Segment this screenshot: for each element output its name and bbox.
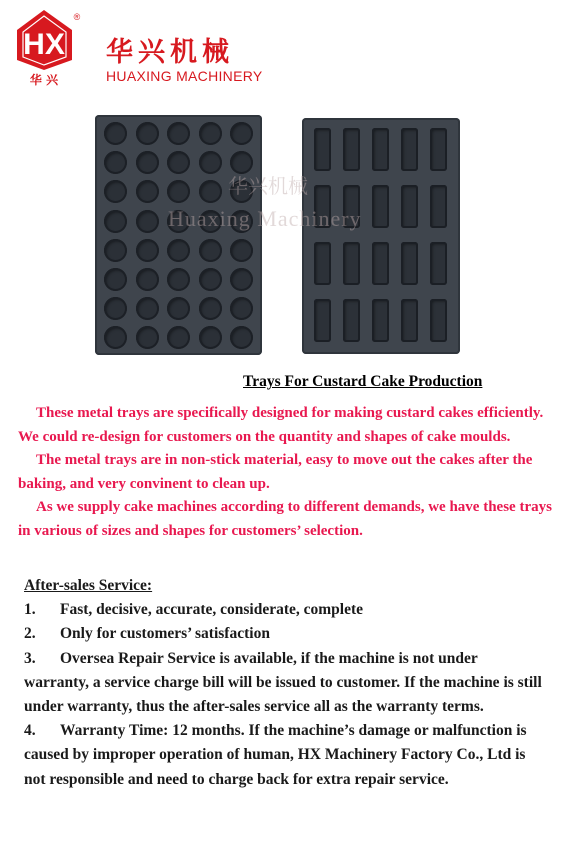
round-cavity <box>104 268 127 291</box>
logo-registered-mark: ® <box>73 12 81 22</box>
round-cavity <box>136 151 159 174</box>
round-cavity <box>199 151 222 174</box>
round-cavity <box>199 297 222 320</box>
list-item-number: 3. <box>24 649 36 667</box>
round-cavity <box>230 268 253 291</box>
watermark-cn: 华兴机械 <box>228 174 308 198</box>
round-cavity <box>136 122 159 145</box>
round-cavity <box>167 239 190 262</box>
product-title: Trays For Custard Cake Production <box>243 373 483 390</box>
round-cavity <box>230 297 253 320</box>
round-cavity <box>199 268 222 291</box>
rectangular-cavity <box>401 185 418 228</box>
round-cavity <box>167 268 190 291</box>
round-cavity <box>167 297 190 320</box>
round-cavity <box>167 122 190 145</box>
rectangular-cavity <box>430 299 447 342</box>
rectangular-cavity <box>430 185 447 228</box>
list-item-number: 1. <box>24 601 36 619</box>
round-cavity <box>136 239 159 262</box>
list-item <box>24 622 544 646</box>
list-item-text: Only for customers’ satisfaction <box>60 625 270 643</box>
rectangular-cavity <box>343 242 360 285</box>
round-cavity <box>104 122 127 145</box>
list-item-text: Fast, decisive, accurate, considerate, complete <box>60 601 364 619</box>
rectangular-cavity <box>343 299 360 342</box>
rectangular-cavity <box>372 128 389 171</box>
round-cavity <box>104 180 127 203</box>
round-cavity <box>199 180 222 203</box>
round-cavity <box>230 122 253 145</box>
round-cavity <box>104 326 127 349</box>
after-sales-section <box>24 574 544 792</box>
round-cavity <box>230 239 253 262</box>
rectangular-cavity <box>372 299 389 342</box>
rectangular-cavity <box>401 128 418 171</box>
description-paragraph: As we supply cake machines according to different demands, we have these trays in various of sizes and shapes for customers’ selection. <box>18 499 552 539</box>
logo-letters: HX <box>23 28 65 61</box>
round-cavity <box>199 210 222 233</box>
round-cavity <box>199 326 222 349</box>
round-cavity <box>230 180 253 203</box>
round-cavity <box>167 210 190 233</box>
round-cavity <box>104 239 127 262</box>
round-cavity <box>199 122 222 145</box>
brand-name-en: HUAXING MACHINERY <box>106 68 263 84</box>
after-sales-list <box>24 598 544 792</box>
product-description <box>18 402 558 543</box>
rectangular-cavity <box>372 242 389 285</box>
round-cavity <box>104 151 127 174</box>
list-item-text: Warranty Time: 12 months. If the machine’s damage or malfunction is caused by improper operation of human, HX Machinery Factory Co., Ltd is not responsible and need to charge back for extra repair service. <box>24 722 527 788</box>
description-paragraph: The metal trays are in non-stick material, easy to move out the cakes after the baking, and very convinent to clean up. <box>18 452 533 492</box>
rectangular-cavity <box>314 185 331 228</box>
logo-cn-caption: 华 兴 <box>29 73 59 86</box>
round-cavity <box>104 297 127 320</box>
rectangular-cavity <box>343 128 360 171</box>
round-cavity <box>136 326 159 349</box>
round-cavity <box>167 326 190 349</box>
rectangular-cavity <box>372 185 389 228</box>
round-cavity <box>104 210 127 233</box>
list-item-text: Oversea Repair Service is available, if the machine is not under warranty, a service charge bill will be issued to customer. If the machine is still under warranty, thus the after-sales service all as the warranty terms. <box>24 649 542 716</box>
list-item <box>24 719 544 792</box>
list-item <box>24 647 544 720</box>
list-item <box>24 598 544 622</box>
round-cavity <box>167 180 190 203</box>
watermark-en: Huaxing Machinery <box>168 206 362 231</box>
rectangular-cavity <box>401 242 418 285</box>
hx-logo-icon <box>14 8 82 86</box>
brand-header <box>14 8 274 88</box>
round-cavity <box>230 326 253 349</box>
rectangular-cavity <box>343 185 360 228</box>
round-cavity <box>167 151 190 174</box>
round-cavity <box>136 180 159 203</box>
round-mould-tray-image <box>95 115 262 355</box>
round-cavity <box>136 268 159 291</box>
rectangular-cavity <box>314 242 331 285</box>
rectangular-cavity <box>314 128 331 171</box>
list-item-number: 4. <box>24 722 36 740</box>
rectangular-mould-tray-image <box>302 118 460 354</box>
description-paragraph: These metal trays are specifically designed for making custard cakes efficiently. We could re-design for customers on the quantity and shapes of cake moulds. <box>18 405 544 445</box>
round-cavity <box>230 210 253 233</box>
rectangular-cavity <box>430 128 447 171</box>
brand-name-cn: 华兴机械 <box>106 37 234 68</box>
round-cavity <box>199 239 222 262</box>
round-cavity <box>136 297 159 320</box>
rectangular-cavity <box>401 299 418 342</box>
after-sales-heading: After-sales Service: <box>24 577 153 594</box>
rectangular-cavity <box>430 242 447 285</box>
list-item-number: 2. <box>24 625 36 643</box>
round-cavity <box>230 151 253 174</box>
round-cavity <box>136 210 159 233</box>
rectangular-cavity <box>314 299 331 342</box>
